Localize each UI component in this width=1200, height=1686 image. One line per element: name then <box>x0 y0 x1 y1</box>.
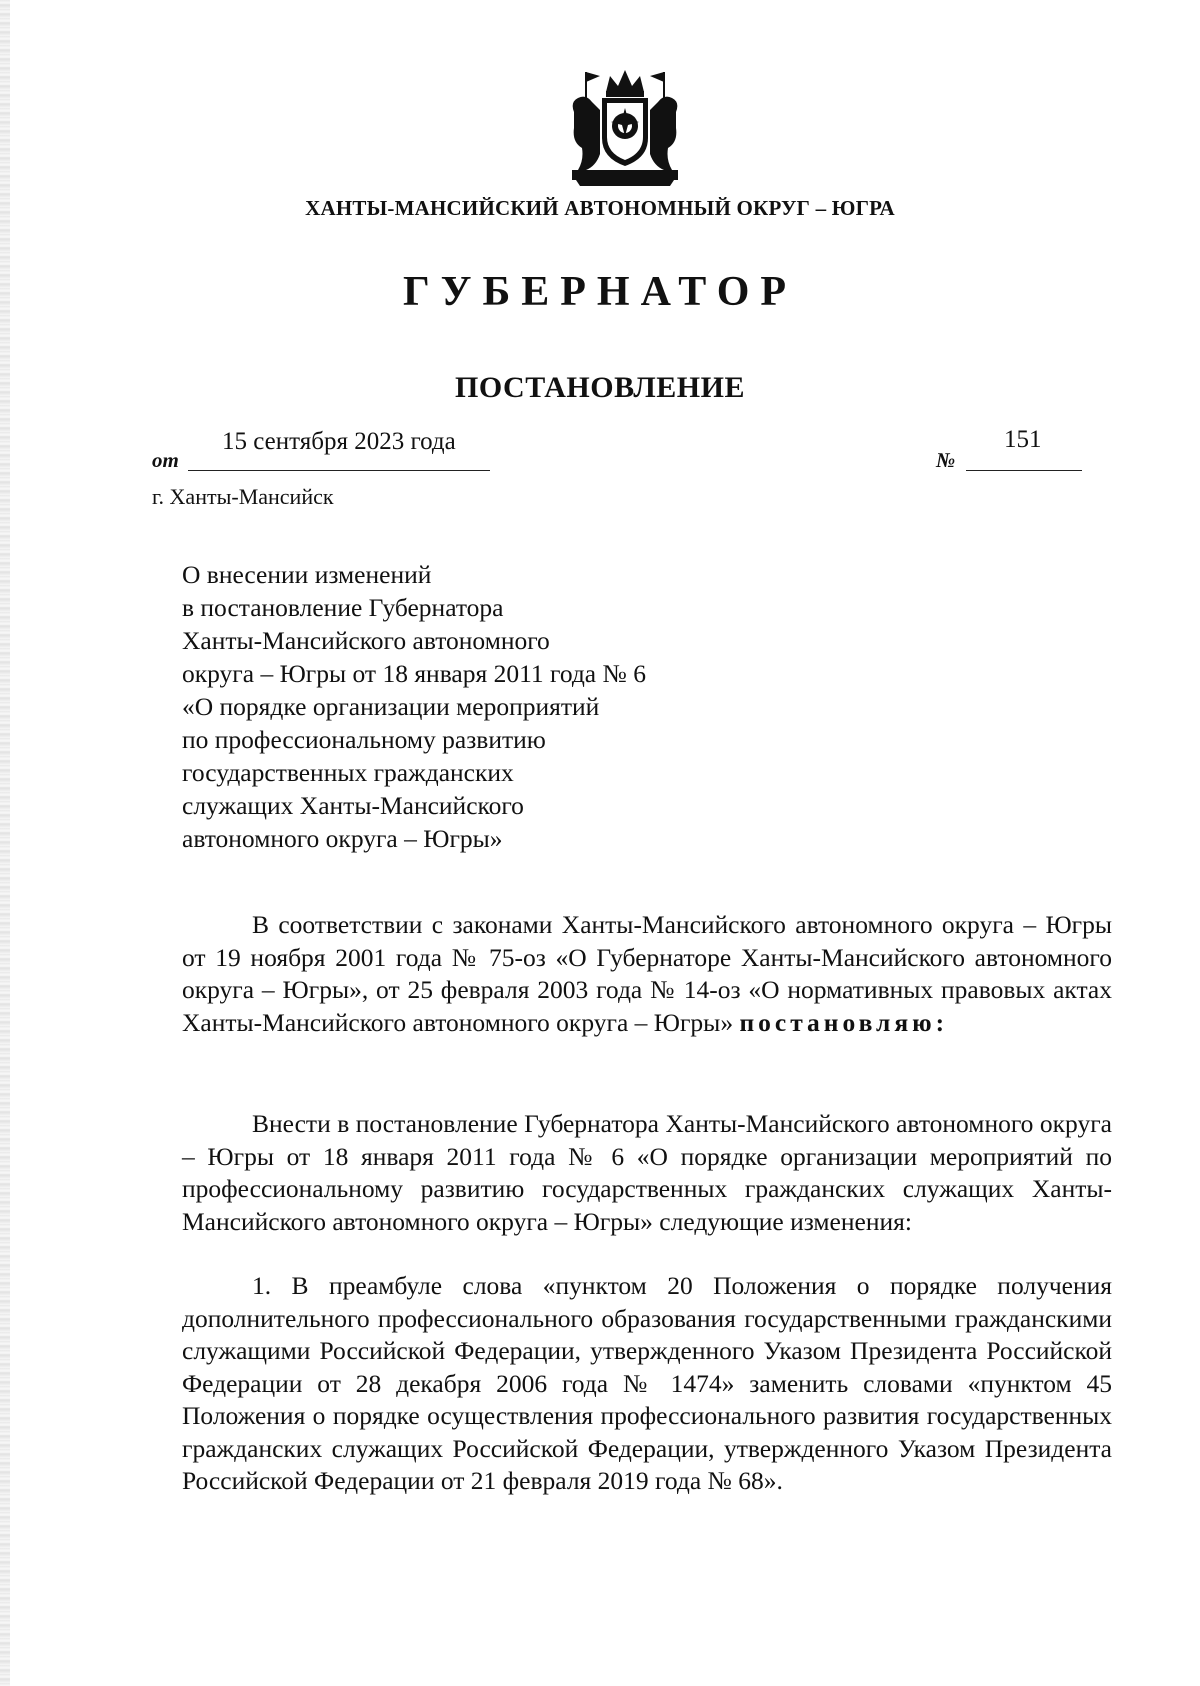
amendment-intro-paragraph: Внести в постановление Губернатора Ханты-Мансийского автономного округа – Югры от 18 января 2011 года № 6 «О порядке организации мероприятий по профессиональному развитию государственных гражданских служащих Ханты-Мансийского автономного округа – Югры» следующие изменения: <box>182 1109 1112 1236</box>
legal-basis-paragraph <box>182 909 1112 1039</box>
date-prefix: от <box>152 448 179 472</box>
subject-line: О внесении изменений <box>182 560 432 589</box>
subject-line: Ханты-Мансийского автономного <box>182 626 550 655</box>
subject-line: служащих Ханты-Мансийского <box>182 791 524 820</box>
legal-basis-text: В соответствии с законами Ханты-Мансийского автономного округа – Югры от 19 ноября 2001 года № 75-оз «О Губернаторе Ханты-Мансийского автономного округа – Югры», от 25 февраля 2003 года № 14-оз «О нормативных правовых актах Ханты-Мансийского автономного округа – Югры» <box>182 910 1112 1037</box>
region-title: ХАНТЫ-МАНСИЙСКИЙ АВТОНОМНЫЙ ОКРУГ – ЮГРА <box>305 196 895 220</box>
subject-line: округа – Югры от 18 января 2011 года № 6 <box>182 659 646 688</box>
resolve-word: постановляю: <box>739 1007 949 1037</box>
date-underline <box>188 470 490 471</box>
document-type-title: ПОСТАНОВЛЕНИЕ <box>455 371 745 404</box>
number-underline <box>966 470 1082 471</box>
scan-edge <box>0 0 10 1686</box>
document-subject <box>182 558 646 855</box>
subject-line: в постановление Губернатора <box>182 593 504 622</box>
coat-of-arms-emblem <box>566 62 684 186</box>
authority-title: ГУБЕРНАТОР <box>402 269 798 315</box>
number-prefix: № <box>936 448 956 472</box>
amendment-item-1: 1. В преамбуле слова «пунктом 20 Положения о порядке получения дополнительного профессионального образования государственными гражданскими служащими Российской Федерации, утвержденного Указом Президента Российской Федерации от 28 декабря 2006 года № 1474» заменить словами «пунктом 45 Положения о порядке осуществления профессионального развития государственных гражданских служащих Российской Федерации, утвержденного Указом Президента Российской Федерации от 21 февраля 2019 года № 68». <box>182 1271 1112 1495</box>
subject-line: автономного округа – Югры» <box>182 824 503 853</box>
subject-line: «О порядке организации мероприятий <box>182 692 600 721</box>
document-date: 15 сентября 2023 года <box>222 428 456 455</box>
subject-line: государственных гражданских <box>182 758 514 787</box>
issuing-city: г. Ханты-Мансийск <box>152 484 334 509</box>
document-number: 151 <box>1004 426 1042 453</box>
subject-line: по профессиональному развитию <box>182 725 546 754</box>
